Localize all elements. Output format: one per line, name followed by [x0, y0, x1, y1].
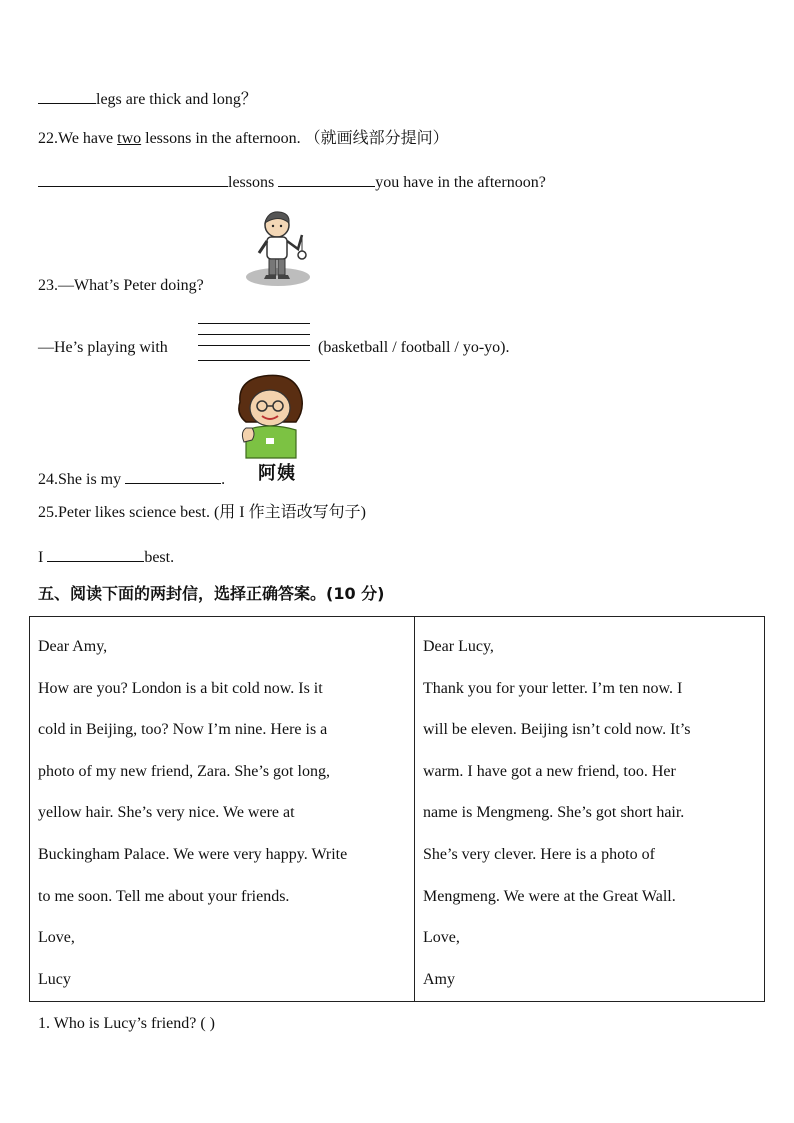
- boy-playing-yoyo-picture: [244, 207, 314, 289]
- aunt-picture: [234, 372, 318, 460]
- letter-line: Dear Lucy,: [423, 638, 494, 655]
- letter-line: Love,: [38, 929, 75, 947]
- q23-choices: (basketball / football / yo-yo).: [318, 339, 510, 356]
- q22-answer-line: lessons you have in the afternoon?: [38, 170, 546, 193]
- letter-line: Love,: [423, 929, 460, 947]
- letter-left: [30, 617, 415, 1002]
- letter-line: yellow hair. She’s very nice. We were at: [38, 804, 295, 822]
- letter-line: Buckingham Palace. We were very happy. Write: [38, 845, 348, 863]
- letter-line: will be eleven. Beijing isn’t cold now. It’s: [423, 721, 691, 739]
- answer-line[interactable]: [198, 335, 310, 346]
- question-1: 1. Who is Lucy’s friend? ( ): [38, 1015, 215, 1032]
- q22-question: 22.We have two lessons in the afternoon. （就画线部分提问）: [38, 130, 449, 147]
- letter-line: Lucy: [38, 970, 71, 988]
- aunt-caption: 阿姨: [258, 463, 296, 484]
- answer-blank[interactable]: [38, 87, 96, 104]
- letter-right: [415, 617, 765, 1002]
- letter-line: photo of my new friend, Zara. She’s got long,: [38, 762, 330, 780]
- letter-line: name is Mengmeng. She’s got short hair.: [423, 804, 685, 822]
- answer-blank[interactable]: [125, 467, 221, 484]
- answer-blank[interactable]: [38, 170, 228, 187]
- q23-answer: —He’s playing with: [38, 339, 168, 356]
- answer-blank[interactable]: [278, 170, 375, 187]
- letter-line: cold in Beijing, too? Now I’m nine. Here is a: [38, 721, 328, 739]
- section-title: 五、阅读下面的两封信，选择正确答案。(10 分): [38, 584, 385, 603]
- q23-question: 23.—What’s Peter doing?: [38, 277, 204, 294]
- letter-line: warm. I have got a new friend, too. Her: [423, 762, 676, 780]
- letter-line: Mengmeng. We were at the Great Wall.: [423, 887, 676, 905]
- q21-answer-line: legs are thick and long？: [38, 87, 257, 110]
- answer-line[interactable]: [198, 346, 310, 361]
- letter-line: Amy: [423, 970, 455, 988]
- letter-line: How are you? London is a bit cold now. Is it: [38, 679, 323, 697]
- letter-line: She’s very clever. Here is a photo of: [423, 845, 655, 863]
- q24-question: 24.She is my .: [38, 467, 225, 490]
- letter-line: Dear Amy,: [38, 638, 108, 655]
- q25-question: 25.Peter likes science best. (用 I 作主语改写句子): [38, 504, 366, 521]
- letters-table: [29, 616, 765, 1002]
- q25-answer-line: I best.: [38, 545, 174, 568]
- answer-blank[interactable]: [47, 545, 144, 562]
- letter-line: Thank you for your letter. I’m ten now. I: [423, 679, 683, 697]
- letter-line: to me soon. Tell me about your friends.: [38, 887, 290, 905]
- answer-line[interactable]: [198, 324, 310, 335]
- answer-line[interactable]: [198, 313, 310, 324]
- answer-lines-stack: [198, 313, 310, 361]
- underlined-word: two: [117, 130, 142, 147]
